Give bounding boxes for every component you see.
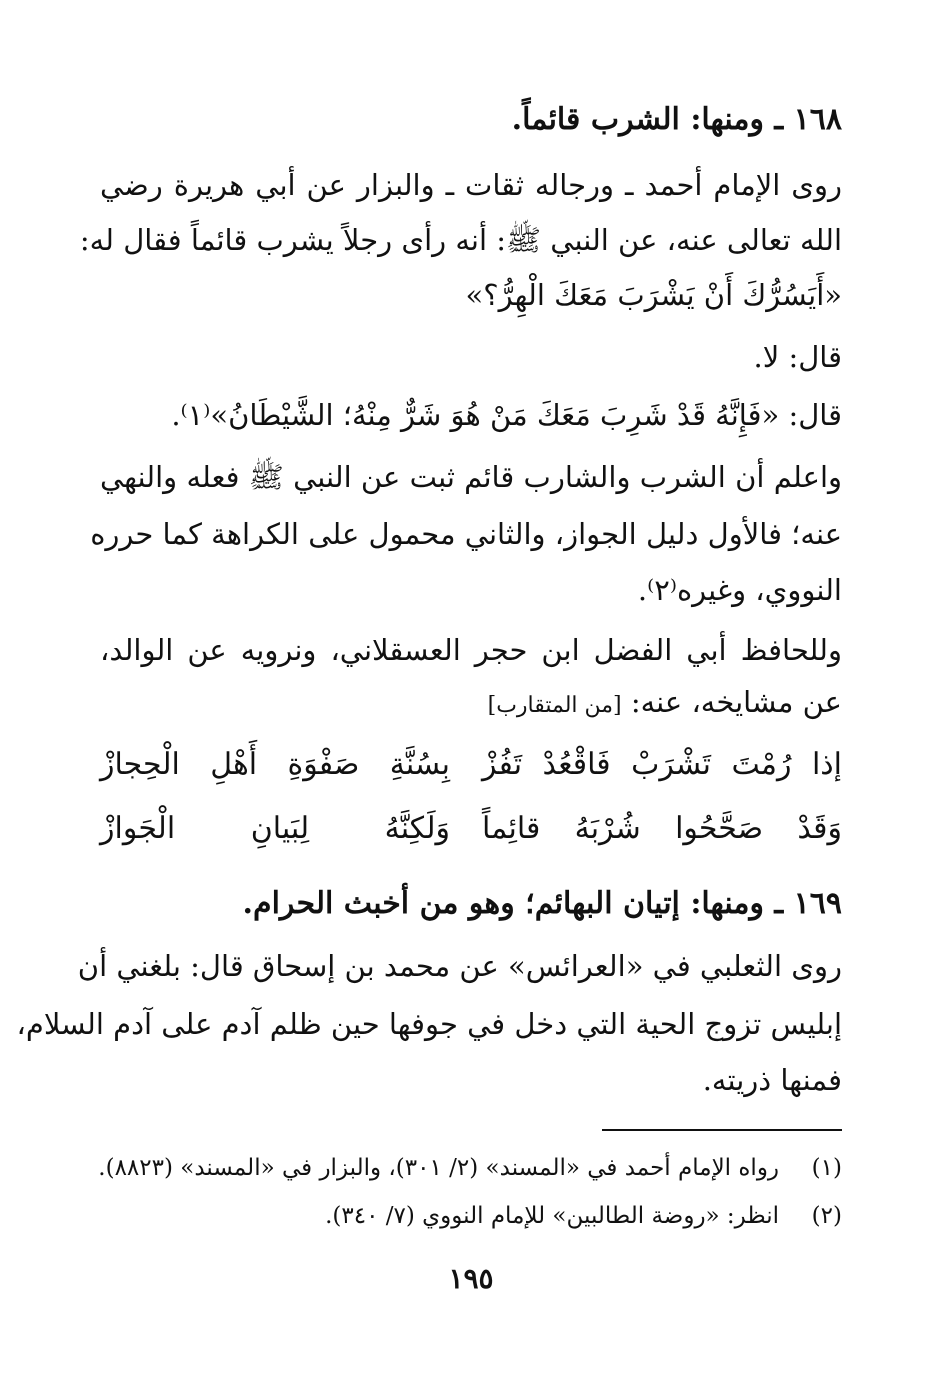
paragraph-line: وللحافظ أبي الفضل ابن حجر العسقلاني، ونرويه عن الوالد، — [100, 633, 842, 667]
hadith-question: «أَيَسُرُّكَ أَنْ يَشْرَبَ مَعَكَ الْهِرُّ؟» — [465, 278, 842, 312]
footnote-2 — [100, 1198, 842, 1234]
footnote-text: انظر: «روضة الطالبين» للإمام النووي (٧/ ٣٤٠). — [325, 1203, 780, 1229]
paragraph-line: روى الثعلبي في «العرائس» عن محمد بن إسحاق قال: بلغني أن — [77, 949, 842, 983]
paragraph-line: واعلم أن الشرب والشارب قائم ثبت عن النبي ﷺ فعله والنهي — [100, 460, 842, 494]
paragraph-line: إبليس تزوج الحية التي دخل في جوفها حين ظلم آدم على آدم السلام، — [16, 1007, 842, 1041]
poem-intro — [100, 680, 842, 724]
poem-intro-text: عن مشايخه، عنه: — [630, 685, 842, 719]
footnote-text: رواه الإمام أحمد في «المسند» (٢/ ٣٠١)، والبزار في «المسند» (٨٨٢٣). — [98, 1155, 780, 1181]
verse-2-second-hemistich: وَلَكِنَّهُ لِبَيانِ الْجَوازْ — [100, 811, 450, 846]
page-number: ١٩٥ — [448, 1262, 494, 1295]
poem-meter: [من المتقارب] — [487, 693, 622, 718]
footnote-separator — [602, 1129, 842, 1131]
verse-1-first-hemistich: إذا رُمْتَ تَشْرَبْ فَاقْعُدْ تَفُزْ — [482, 747, 842, 782]
paragraph-line: روى الإمام أحمد ـ ورجاله ثقات ـ والبزار عن أبي هريرة رضي — [100, 168, 842, 202]
section-heading-169: ١٦٩ ـ ومنها: إتيان البهائم؛ وهو من أخبث الحرام. — [242, 886, 842, 921]
footnote-number: (١) — [811, 1155, 842, 1181]
footnote-1 — [100, 1150, 842, 1186]
verse-2-first-hemistich: وَقَدْ صَحَّحُوا شُرْبَهُ قائِماً — [482, 811, 842, 846]
verse-1-second-hemistich: بِسُنَّةِ صَفْوَةِ أَهْلِ الْحِجازْ — [100, 747, 450, 782]
paragraph-line: فمنها ذريته. — [702, 1063, 842, 1097]
paragraph-line: النووي، وغيره⁽٢⁾. — [637, 573, 842, 607]
paragraph-line: عنه؛ فالأول دليل الجواز، والثاني محمول على الكراهة كما حرره — [90, 517, 842, 551]
paragraph-line: الله تعالى عنه، عن النبي ﷺ: أنه رأى رجلاً يشرب قائماً فقال له: — [79, 223, 842, 257]
hadith-answer: قال: «فَإِنَّهُ قَدْ شَرِبَ مَعَكَ مَنْ هُوَ شَرٌّ مِنْهُ؛ الشَّيْطَانُ»⁽١⁾. — [171, 398, 842, 432]
footnote-number: (٢) — [811, 1203, 842, 1229]
reply-line: قال: لا. — [753, 340, 842, 374]
section-heading-168: ١٦٨ ـ ومنها: الشرب قائماً. — [511, 102, 842, 137]
